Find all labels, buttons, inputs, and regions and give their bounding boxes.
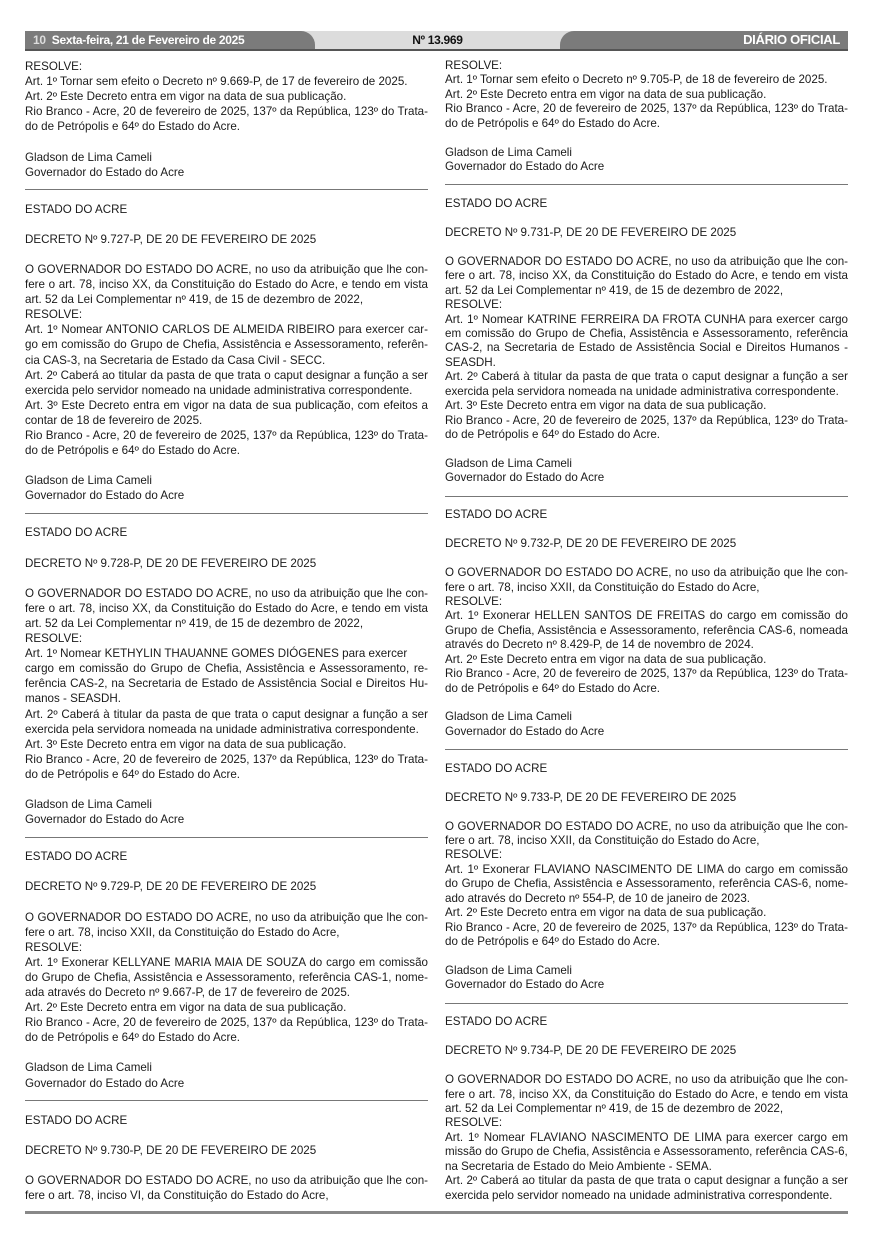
signature-title: Governador do Estado do Acre bbox=[25, 489, 185, 503]
text-line: contar de 18 de fevereiro de 2025. bbox=[25, 413, 203, 427]
decree-title: DECRETO Nº 9.732-P, DE 20 DE FEVEREIRO DE 2025 bbox=[445, 537, 737, 551]
text-line: Art. 2º Caberá à titular da pasta de que trata o caput designar a função a ser bbox=[445, 370, 848, 384]
text-line: ada através do Decreto nº 9.667-P, de 17 de fevereiro de 2025. bbox=[25, 985, 351, 999]
signature-name: Gladson de Lima Cameli bbox=[445, 710, 572, 724]
decree-continuation bbox=[25, 59, 428, 180]
text-line: Art. 2º Este Decreto entra em vigor na data de sua publicação. bbox=[25, 90, 347, 104]
page-number: 10 bbox=[33, 33, 46, 47]
text-line: fere o art. 78, inciso XXII, da Constituição do Estado do Acre, bbox=[445, 580, 760, 594]
text-line: fere o art. 78, inciso XX, da Constituição do Estado do Acre, e tendo em vista bbox=[25, 601, 428, 615]
signature-name: Gladson de Lima Cameli bbox=[445, 456, 572, 470]
text-line: O GOVERNADOR DO ESTADO DO ACRE, no uso da atribuição que lhe con- bbox=[25, 586, 428, 600]
signature-name: Gladson de Lima Cameli bbox=[25, 150, 152, 164]
state-heading: ESTADO DO ACRE bbox=[25, 850, 128, 864]
text-line: art. 52 da Lei Complementar nº 419, de 15 de dezembro de 2022, bbox=[445, 1102, 784, 1115]
decree-title: DECRETO Nº 9.727-P, DE 20 DE FEVEREIRO DE 2025 bbox=[25, 232, 317, 246]
text-line: do Grupo de Chefia, Assistência e Assessoramento, referência CAS-1, nome- bbox=[25, 970, 428, 984]
state-heading: ESTADO DO ACRE bbox=[445, 761, 548, 775]
text-line: fere o art. 78, inciso XX, da Constituição do Estado do Acre, e tendo em vista bbox=[445, 1087, 848, 1101]
right-column bbox=[445, 59, 848, 1203]
section-divider bbox=[25, 1100, 428, 1101]
signature-name: Gladson de Lima Cameli bbox=[445, 145, 572, 159]
text-line: Rio Branco - Acre, 20 de fevereiro de 2025, 137º da República, 123º do Trata- bbox=[25, 105, 428, 119]
text-line: do de Petrópolis e 64º do Estado do Acre. bbox=[25, 1031, 240, 1045]
text-line: O GOVERNADOR DO ESTADO DO ACRE, no uso da atribuição que lhe con- bbox=[25, 1173, 428, 1187]
issue-date: Sexta-feira, 21 de Fevereiro de 2025 bbox=[51, 33, 245, 47]
spacer bbox=[25, 134, 428, 149]
text-line: Rio Branco - Acre, 20 de fevereiro de 2025, 137º da República, 123º do Trata- bbox=[25, 1016, 428, 1030]
decree-section bbox=[25, 525, 428, 827]
text-line: Art. 1º Nomear KATRINE FERREIRA DA FROTA CUNHA para exercer cargo bbox=[445, 312, 848, 326]
spacer bbox=[445, 1059, 848, 1073]
text-line: SEASDH. bbox=[445, 355, 496, 369]
state-heading: ESTADO DO ACRE bbox=[25, 1113, 128, 1127]
signature-title: Governador do Estado do Acre bbox=[445, 160, 605, 174]
signature-name: Gladson de Lima Cameli bbox=[25, 798, 152, 812]
decree-section bbox=[445, 508, 848, 739]
section-divider bbox=[445, 749, 848, 750]
text-line: O GOVERNADOR DO ESTADO DO ACRE, no uso da atribuição que lhe con- bbox=[445, 566, 848, 580]
decree-section bbox=[445, 1015, 848, 1203]
text-line: Rio Branco - Acre, 20 de fevereiro de 2025, 137º da República, 123º do Trata- bbox=[445, 413, 848, 427]
state-heading: ESTADO DO ACRE bbox=[445, 197, 548, 211]
text-line: Rio Branco - Acre, 20 de fevereiro de 2025, 137º da República, 123º do Trata- bbox=[25, 752, 428, 766]
text-line: do Grupo de Chefia, Assistência e Assessoramento, referência CAS-6, nome- bbox=[445, 877, 848, 891]
decree-title: DECRETO Nº 9.731-P, DE 20 DE FEVEREIRO DE 2025 bbox=[445, 225, 737, 239]
text-line: do de Petrópolis e 64º do Estado do Acre. bbox=[445, 428, 660, 442]
text-line: em comissão do Grupo de Chefia, Assistência e Assessoramento, referência bbox=[445, 326, 848, 340]
text-line: Art. 2º Este Decreto entra em vigor na data de sua publicação. bbox=[445, 652, 767, 666]
spacer bbox=[25, 217, 428, 232]
section-divider bbox=[25, 837, 428, 838]
text-line: Rio Branco - Acre, 20 de fevereiro de 2025, 137º da República, 123º do Trata- bbox=[445, 920, 848, 934]
text-line: do de Petrópolis e 64º do Estado do Acre. bbox=[25, 444, 240, 458]
text-line: exercida pelo servidor nomeado na unidade administrativa correspondente. bbox=[445, 1188, 833, 1202]
text-line: exercida pela servidora nomeada na unidade administrativa correspondente. bbox=[25, 722, 419, 736]
text-line: Art. 1º Exonerar HELLEN SANTOS DE FREITAS do cargo em comissão do bbox=[445, 609, 848, 623]
text-line: RESOLVE: bbox=[445, 594, 503, 608]
signature-title: Governador do Estado do Acre bbox=[445, 471, 605, 485]
text-line: do de Petrópolis e 64º do Estado do Acre. bbox=[445, 681, 660, 695]
state-heading: ESTADO DO ACRE bbox=[25, 202, 128, 216]
text-line: O GOVERNADOR DO ESTADO DO ACRE, no uso da atribuição que lhe con- bbox=[25, 910, 428, 924]
text-line: RESOLVE: bbox=[445, 59, 503, 72]
text-line: CAS-2, na Secretaria de Estado de Assistência Social e Direitos Humanos - bbox=[445, 341, 848, 355]
text-line: ado através do Decreto nº 554-P, de 10 de janeiro de 2023. bbox=[445, 891, 751, 905]
text-line: fere o art. 78, inciso VI, da Constituição do Estado do Acre, bbox=[25, 1188, 329, 1202]
signature-title: Governador do Estado do Acre bbox=[25, 813, 185, 827]
text-line: Art. 1º Nomear KETHYLIN THAUANNE GOMES DIÓGENES para exercer bbox=[25, 647, 408, 661]
text-line: O GOVERNADOR DO ESTADO DO ACRE, no uso da atribuição que lhe con- bbox=[445, 1073, 848, 1087]
text-line: Art. 1º Nomear FLAVIANO NASCIMENTO DE LIMA para exercer cargo em bbox=[445, 1130, 848, 1144]
text-line: ferência CAS-2, na Secretaria de Estado de Assistência Social e Direitos Hu- bbox=[25, 677, 428, 691]
text-line: do de Petrópolis e 64º do Estado do Acre. bbox=[445, 116, 660, 130]
spacer bbox=[445, 1030, 848, 1044]
header-divider bbox=[25, 49, 848, 51]
header-date-block bbox=[25, 31, 315, 49]
text-line: Art. 2º Caberá ao titular da pasta de que trata o caput designar a função a ser bbox=[25, 368, 428, 382]
spacer bbox=[25, 782, 428, 797]
spacer bbox=[445, 523, 848, 537]
spacer bbox=[25, 1045, 428, 1060]
section-divider bbox=[25, 189, 428, 190]
state-heading: ESTADO DO ACRE bbox=[445, 508, 548, 522]
text-line: fere o art. 78, inciso XX, da Constituição do Estado do Acre, e tendo em vista bbox=[445, 269, 848, 283]
text-line: Art. 3º Este Decreto entra em vigor na data de sua publicação. bbox=[445, 399, 767, 413]
text-line: fere o art. 78, inciso XX, da Constituição do Estado do Acre, e tendo em vista bbox=[25, 278, 428, 292]
spacer bbox=[445, 240, 848, 254]
text-line: O GOVERNADOR DO ESTADO DO ACRE, no uso da atribuição que lhe con- bbox=[445, 819, 848, 833]
text-line: Art. 2º Caberá à titular da pasta de que trata o caput designar a função a ser bbox=[25, 707, 428, 721]
section-divider bbox=[445, 184, 848, 185]
text-line: cargo em comissão do Grupo de Chefia, Assistência e Assessoramento, re- bbox=[25, 662, 428, 676]
signature-name: Gladson de Lima Cameli bbox=[445, 963, 572, 977]
spacer bbox=[25, 247, 428, 262]
spacer bbox=[445, 552, 848, 566]
spacer bbox=[25, 894, 428, 909]
footer-rule bbox=[25, 1211, 848, 1214]
spacer bbox=[445, 442, 848, 456]
issue-number: Nº 13.969 bbox=[412, 33, 463, 47]
spacer bbox=[25, 1128, 428, 1143]
decree-continuation bbox=[445, 59, 848, 175]
text-line: RESOLVE: bbox=[25, 308, 83, 322]
text-line: Art. 2º Caberá ao titular da pasta de que trata o caput designar a função a ser bbox=[445, 1174, 848, 1188]
spacer bbox=[25, 458, 428, 473]
text-line: O GOVERNADOR DO ESTADO DO ACRE, no uso da atribuição que lhe con- bbox=[445, 254, 848, 268]
text-line: Art. 3º Este Decreto entra em vigor na data de sua publicação, com efeitos a bbox=[25, 398, 428, 412]
spacer bbox=[25, 1158, 428, 1173]
state-heading: ESTADO DO ACRE bbox=[25, 526, 128, 540]
decree-section bbox=[25, 1113, 428, 1204]
publication-title: DIÁRIO OFICIAL bbox=[560, 31, 848, 49]
text-line: fere o art. 78, inciso XXII, da Constituição do Estado do Acre, bbox=[25, 925, 340, 939]
text-line: go em comissão do Grupo de Chefia, Assistência e Assessoramento, referên- bbox=[25, 338, 428, 352]
decree-title: DECRETO Nº 9.729-P, DE 20 DE FEVEREIRO DE 2025 bbox=[25, 880, 317, 894]
signature-title: Governador do Estado do Acre bbox=[25, 165, 185, 179]
text-line: RESOLVE: bbox=[445, 298, 503, 312]
text-line: manos - SEASDH. bbox=[25, 692, 121, 706]
signature-name: Gladson de Lima Cameli bbox=[25, 474, 152, 488]
decree-title: DECRETO Nº 9.728-P, DE 20 DE FEVEREIRO DE 2025 bbox=[25, 556, 317, 570]
left-column bbox=[25, 59, 428, 1203]
text-line: RESOLVE: bbox=[445, 848, 503, 862]
text-line: exercida pela servidora nomeada na unidade administrativa correspondente. bbox=[445, 384, 839, 398]
text-line: RESOLVE: bbox=[25, 60, 83, 73]
spacer bbox=[445, 211, 848, 225]
state-heading: ESTADO DO ACRE bbox=[445, 1015, 548, 1029]
decree-title: DECRETO Nº 9.734-P, DE 20 DE FEVEREIRO DE 2025 bbox=[445, 1044, 737, 1058]
signature-name: Gladson de Lima Cameli bbox=[25, 1061, 152, 1075]
section-divider bbox=[445, 1003, 848, 1004]
signature-title: Governador do Estado do Acre bbox=[445, 724, 605, 738]
decree-section bbox=[445, 197, 848, 486]
text-line: Art. 1º Exonerar KELLYANE MARIA MAIA DE SOUZA do cargo em comissão bbox=[25, 955, 428, 969]
text-line: art. 52 da Lei Complementar nº 419, de 15 de dezembro de 2022, bbox=[25, 616, 364, 630]
decree-title: DECRETO Nº 9.730-P, DE 20 DE FEVEREIRO DE 2025 bbox=[25, 1143, 317, 1157]
spacer bbox=[25, 571, 428, 586]
text-line: na Secretaria de Estado do Meio Ambiente - SEMA. bbox=[445, 1159, 712, 1173]
signature-title: Governador do Estado do Acre bbox=[25, 1076, 185, 1090]
spacer bbox=[445, 950, 848, 964]
text-line: missão do Grupo de Chefia, Assistência e Assessoramento, referência CAS-6, bbox=[445, 1145, 848, 1159]
text-line: do de Petrópolis e 64º do Estado do Acre. bbox=[445, 935, 660, 949]
text-line: Art. 1º Nomear ANTONIO CARLOS DE ALMEIDA RIBEIRO para exercer car- bbox=[25, 323, 428, 337]
text-line: exercida pelo servidor nomeado na unidade administrativa correspondente. bbox=[25, 383, 413, 397]
text-line: através do Decreto nº 8.429-P, de 14 de novembro de 2024. bbox=[445, 638, 754, 652]
page-header bbox=[25, 31, 848, 49]
text-line: Art. 3º Este Decreto entra em vigor na data de sua publicação. bbox=[25, 737, 347, 751]
text-line: do de Petrópolis e 64º do Estado do Acre. bbox=[25, 767, 240, 781]
spacer bbox=[445, 696, 848, 710]
signature-title: Governador do Estado do Acre bbox=[445, 978, 605, 992]
text-line: Rio Branco - Acre, 20 de fevereiro de 2025, 137º da República, 123º do Trata- bbox=[25, 429, 428, 443]
text-line: Rio Branco - Acre, 20 de fevereiro de 2025, 137º da República, 123º do Trata- bbox=[445, 667, 848, 681]
text-line: RESOLVE: bbox=[25, 632, 83, 646]
text-line: Grupo de Chefia, Assistência e Assessoramento, referência CAS-6, nomeada bbox=[445, 623, 848, 637]
text-line: Art. 1º Tornar sem efeito o Decreto nº 9.669-P, de 17 de fevereiro de 2025. bbox=[25, 75, 408, 89]
text-line: Rio Branco - Acre, 20 de fevereiro de 2025, 137º da República, 123º do Trata- bbox=[445, 102, 848, 116]
text-line: Art. 2º Este Decreto entra em vigor na data de sua publicação. bbox=[25, 1001, 347, 1015]
text-line: Art. 1º Tornar sem efeito o Decreto nº 9.705-P, de 18 de fevereiro de 2025. bbox=[445, 73, 828, 87]
decree-title: DECRETO Nº 9.733-P, DE 20 DE FEVEREIRO DE 2025 bbox=[445, 790, 737, 804]
text-line: Art. 2º Este Decreto entra em vigor na data de sua publicação. bbox=[445, 906, 767, 920]
spacer bbox=[445, 805, 848, 819]
text-line: fere o art. 78, inciso XXII, da Constituição do Estado do Acre, bbox=[445, 834, 760, 848]
text-line: do de Petrópolis e 64º do Estado do Acre. bbox=[25, 120, 240, 134]
text-line: cia CAS-3, na Secretaria de Estado da Casa Civil - SECC. bbox=[25, 353, 326, 367]
text-line: Art. 1º Exonerar FLAVIANO NASCIMENTO DE LIMA do cargo em comissão bbox=[445, 862, 848, 876]
text-line: RESOLVE: bbox=[25, 940, 83, 954]
text-line: O GOVERNADOR DO ESTADO DO ACRE, no uso da atribuição que lhe con- bbox=[25, 263, 428, 276]
spacer bbox=[25, 864, 428, 879]
text-line: art. 52 da Lei Complementar nº 419, de 15 de dezembro de 2022, bbox=[445, 283, 784, 297]
decree-section bbox=[25, 849, 428, 1091]
decree-section bbox=[25, 202, 428, 504]
spacer bbox=[25, 540, 428, 555]
text-line: art. 52 da Lei Complementar nº 419, de 15 de dezembro de 2022, bbox=[25, 293, 364, 307]
spacer bbox=[445, 131, 848, 145]
decree-section bbox=[445, 762, 848, 993]
section-divider bbox=[445, 496, 848, 497]
section-divider bbox=[25, 513, 428, 514]
text-line: RESOLVE: bbox=[445, 1116, 503, 1130]
spacer bbox=[445, 776, 848, 790]
text-line: Art. 2º Este Decreto entra em vigor na data de sua publicação. bbox=[445, 87, 767, 101]
